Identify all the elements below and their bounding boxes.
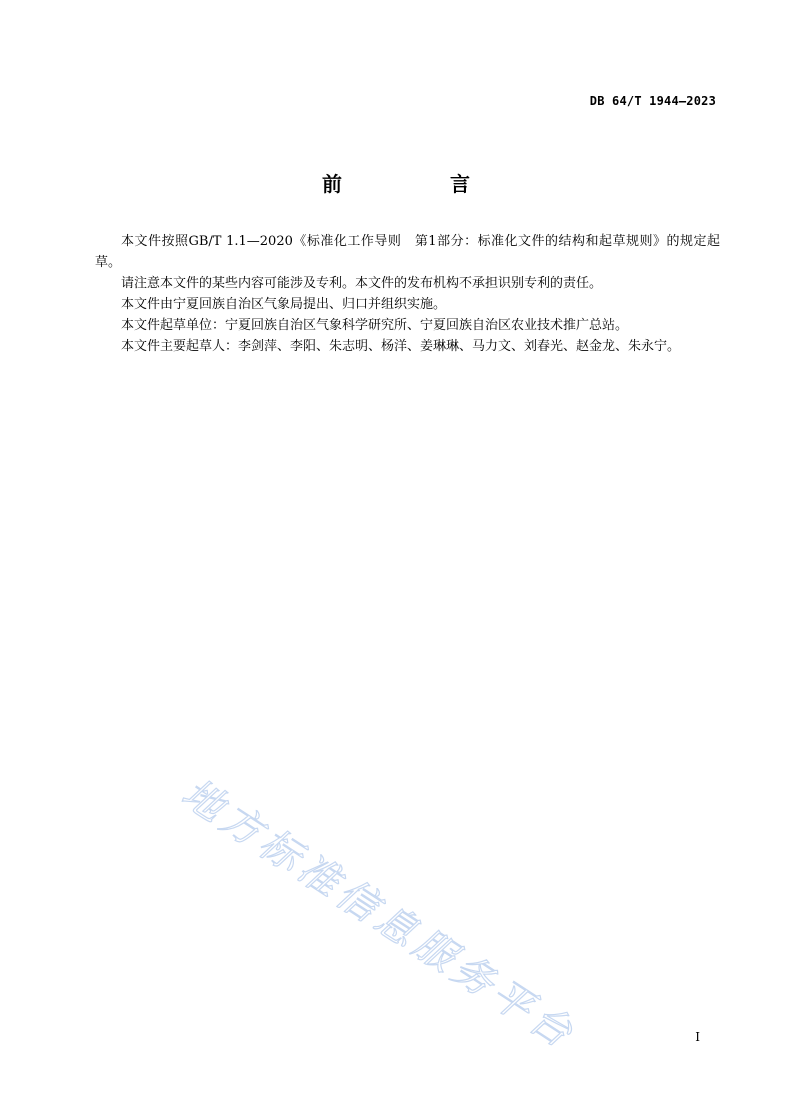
foreword-paragraph-drafters: 本文件主要起草人：李剑萍、李阳、朱志明、杨洋、姜琳琳、马力文、刘春光、赵金龙、朱永宁。 [121,339,681,354]
foreword-paragraph-proposer: 本文件由宁夏回族自治区气象局提出、归口并组织实施。 [121,297,447,312]
page-number: I [695,1030,700,1044]
foreword-paragraph-drafting-rules: 本文件按照GB/T 1.1—2020《标准化工作导则 第1部分：标准化文件的结构和起草规则》的规定起草。 [95,234,720,270]
standard-code: DB 64/T 1944—2023 [589,94,716,108]
foreword-body [95,231,720,357]
foreword-title: 前 言 [322,172,514,196]
foreword-paragraph-drafting-units: 本文件起草单位：宁夏回族自治区气象科学研究所、宁夏回族自治区农业技术推广总站。 [121,318,629,333]
watermark: 地方标准信息服务平台 [173,770,585,1060]
foreword-paragraph-patent-notice: 请注意本文件的某些内容可能涉及专利。本文件的发布机构不承担识别专利的责任。 [121,276,603,291]
